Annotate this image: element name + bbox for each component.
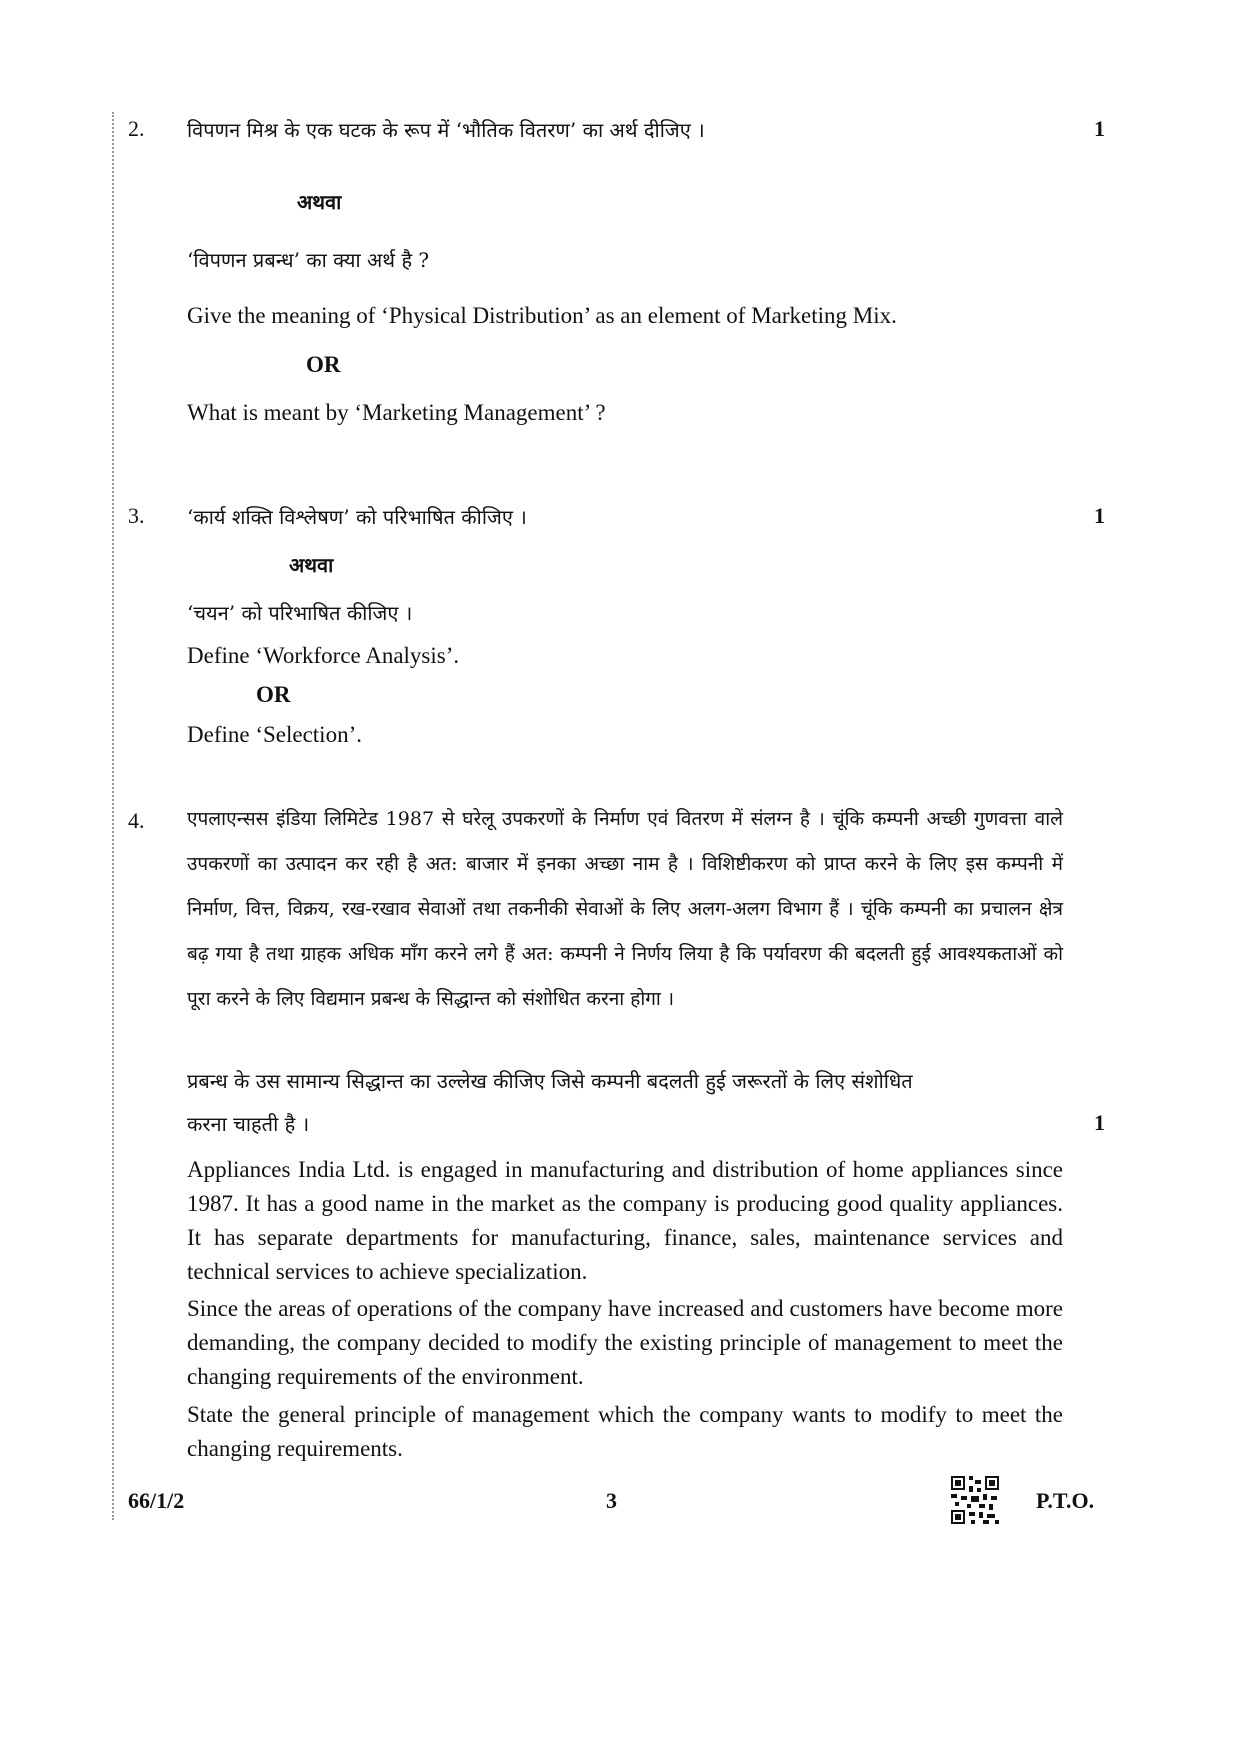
- margin-dotted-line: [112, 112, 114, 1520]
- marks: 1: [1094, 1110, 1105, 1135]
- hindi-alternative: ‘विपणन प्रबन्ध’ का क्या अर्थ है ?: [187, 248, 430, 272]
- question-number: 2.: [128, 116, 145, 141]
- hindi-or: अथवा: [289, 553, 334, 577]
- english-passage-2: Since the areas of operations of the company have increased and customers have become more demanding, the company decided to modify the existing principle of management to meet the changing requirements of the environment.: [187, 1296, 1063, 1389]
- english-question: State the general principle of management which the company wants to modify to meet the changing requirements.: [187, 1402, 1063, 1461]
- english-or: OR: [306, 352, 341, 377]
- english-alternative: Define ‘Selection’.: [187, 722, 362, 747]
- paper-code: 66/1/2: [128, 1488, 185, 1513]
- english-question: Give the meaning of ‘Physical Distribution’ as an element of Marketing Mix.: [187, 303, 897, 328]
- question-number: 4.: [128, 808, 145, 833]
- hindi-question-line-1: प्रबन्ध के उस सामान्य सिद्धान्त का उल्लेख कीजिए जिसे कम्पनी बदलती हुई जरूरतों के लिए संशोधित: [187, 1069, 913, 1093]
- qr-code-icon: [951, 1476, 999, 1524]
- hindi-question: विपणन मिश्र के एक घटक के रूप में ‘भौतिक वितरण’ का अर्थ दीजिए ।: [187, 118, 705, 142]
- marks: 1: [1094, 503, 1105, 528]
- english-passage-1: Appliances India Ltd. is engaged in manufacturing and distribution of home appliances since 1987. It has a good name in the market as the company is producing good quality appliances. It has separate departments for manufacturing, finance, sales, maintenance services and technical services to achieve specialization.: [187, 1157, 1063, 1284]
- english-alternative: What is meant by ‘Marketing Management’ ?: [187, 400, 606, 425]
- hindi-or: अथवा: [297, 190, 342, 214]
- marks: 1: [1094, 116, 1105, 141]
- hindi-alternative: ‘चयन’ को परिभाषित कीजिए ।: [187, 601, 413, 625]
- english-or: OR: [256, 682, 291, 707]
- english-question: Define ‘Workforce Analysis’.: [187, 643, 460, 668]
- pto-label: P.T.O.: [1036, 1488, 1095, 1513]
- hindi-question: ‘कार्य शक्ति विश्लेषण’ को परिभाषित कीजिए ।: [187, 505, 527, 529]
- hindi-question-line-2: करना चाहती है ।: [187, 1112, 310, 1136]
- question-number: 3.: [128, 503, 145, 528]
- page-number: 3: [606, 1488, 617, 1513]
- hindi-passage: एपलाएन्सस इंडिया लिमिटेड 1987 से घरेलू उपकरणों के निर्माण एवं वितरण में संलग्न है । चूंकि कम्पनी अच्छी गुणवत्ता वाले उपकरणों का उत्पादन कर रही है अत: बाजार में इनका अच्छा नाम है । विशिष्टीकरण को प्राप्त करने के लिए इस कम्पनी में निर्माण, वित्त, विक्रय, रख-रखाव सेवाओं तथा तकनीकी सेवाओं के लिए अलग-अलग विभाग हैं । चूंकि कम्पनी का प्रचालन क्षेत्र बढ़ गया है तथा ग्राहक अधिक माँग करने लगे हैं अत: कम्पनी ने निर्णय लिया है कि पर्यावरण की बदलती हुई आवश्यकताओं को पूरा करने के लिए विद्यमान प्रबन्ध के सिद्धान्त को संशोधित करना होगा ।: [187, 808, 1063, 1010]
